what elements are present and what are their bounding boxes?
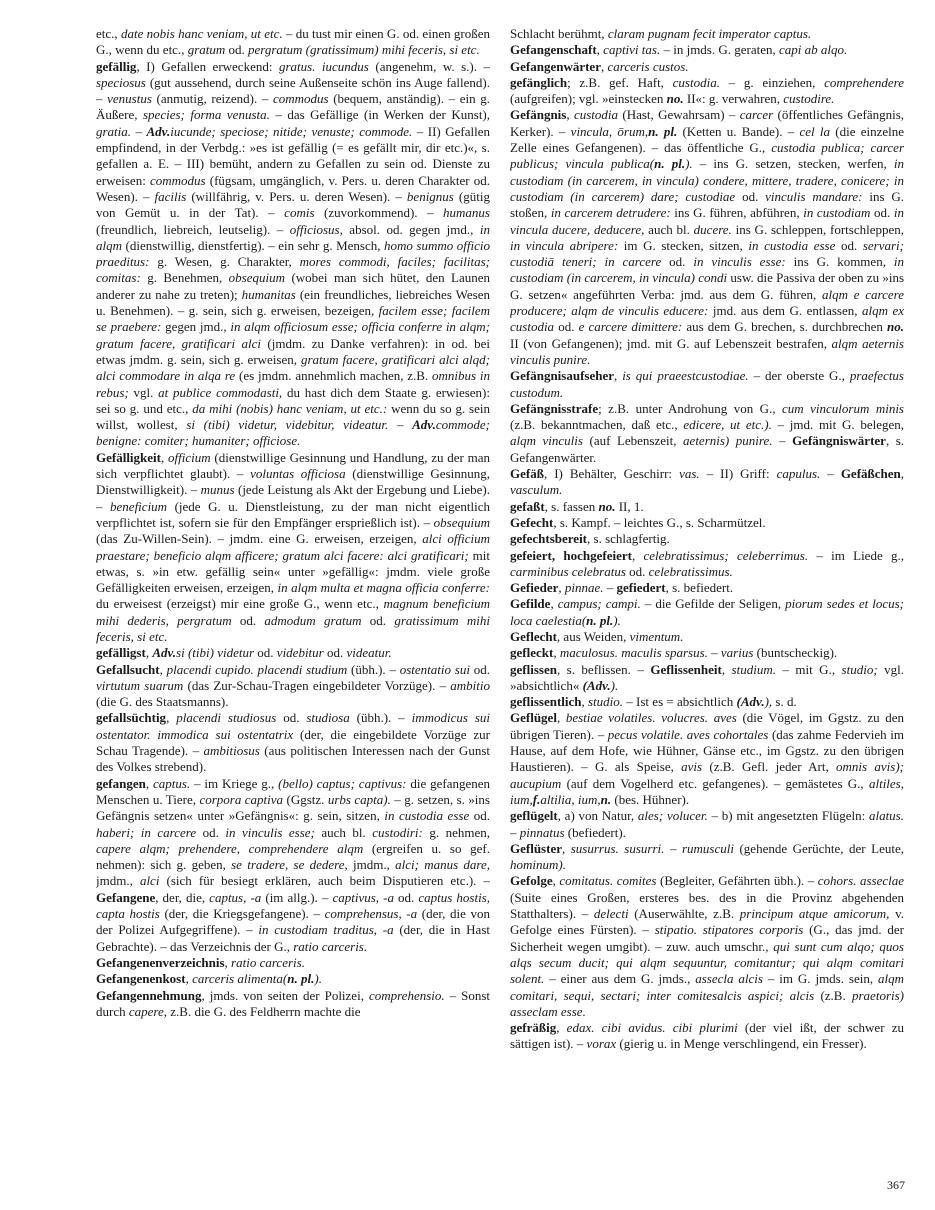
dictionary-entry: Gefängnis, custodia (Hast, Gewahrsam) – carcer (öffentliches Gefängnis, Kerker). – vincula, ōrum,n. pl. (Ketten u. Bande). – cel la (die einzelne Zelle eines Gefangenen). – das öffentliche G., custodia publica; carcer publicus; vincula publica(n. pl.). – ins G. setzen, stecken, werfen, in custodiam (in carcerem, in vincula) condere, mittere, tradere, conicere; in custodiam (in carcerem) dare; custodiae od. vinculis mandare: ins G. stoßen, in carcerem detrudere: ins G. führen, abführen, in custodiam od. in vincula ducere, deducere, auch bl. ducere. ins G. schleppen, fortschleppen, in vincula abripere: im G. stecken, sitzen, in custodia esse od. servari; custodiā teneri; in carcere od. in vinculis esse: ins G. kommen, in custodiam (in carcerem, in vincula) condi usw. die Passiva der oben zu »ins G. setzen« angeführten Verba: jmd. aus dem G. führen, alqm e carcere producere; alqm de vinculis educere: jmd. aus dem G. entlassen, alqm ex custodia od. e carcere dimittere: aus dem G. brechen, s. durchbrechen no. II (von Gefangenen); jmd. mit G. auf Lebenszeit bestrafen, alqm aeternis vinculis punire. (510, 107, 904, 367)
dictionary-entry: geflissen, s. beflissen. – Geflissenheit, studium. – mit G., studio; vgl. »absichtlich« (Adv.). (510, 661, 904, 693)
dictionary-entry: gefällig, I) Gefallen erweckend: gratus. iucundus (angenehm, w. s.). – speciosus (gut aussehend, durch seine Außenseite schön ins Auge fallend). – venustus (anmutig, reizend). – commodus (bequem, anständig). – ein g. Äußere, species; forma venusta. – das Gefällige (in Werken der Kunst), gratia. – Adv.iucunde; speciose; nitide; venuste; commode. – II) Gefallen empfindend, in der Verbdg.: »es ist gefällig (= es gefällt mir, dir etc.)«, s. gefallen a. E. – III) bemüht, andern zu Gefallen zu sein od. Dienste zu erweisen: commodus (fügsam, umgänglich, v. Pers. u. deren Charakter od. Wesen). – facilis (willfährig, v. Pers. u. deren Wesen). – benignus (gütig von Gemüt u. in der Tat). – comis (zuvorkommend). – humanus (freundlich, liebreich, leutselig). – officiosus, absol. od. gegen jmd., in alqm (dienstwillig, dienstfertig). – ein sehr g. Mensch, homo summo officio praeditus: g. Wesen, g. Charakter, mores commodi, faciles; facilitas; comitas: g. Benehmen, obsequium (wobei man sich hütet, den Launen anderer zu nahe zu treten); humanitas (ein freundliches, liebreiches Wesen u. Benehmen). – g. sein, sich g. erweisen, bezeigen, facilem esse; facilem se praebere: gegen jmd., in alqm officiosum esse; officia conferre in alqm; gratum facere, gratificari alci (jmdm. zu Danke verfahren): in od. bei etwas jmdm. g. sein, sich g. erweisen, gratum facere, gratificari alci alqd; alci commodare in alqa re (es jmdm. annehmlich machen, z.B. omnibus in rebus; vgl. at publice commodasti, du hast dich dem Staate g. erwiesen): sei so g. und etc., da mihi (nobis) hanc veniam, ut etc.: wenn du so g. sein willst, wollest, si (tibi) videtur, videbitur, videatur. – Adv.commode; benigne: comiter; humaniter; officiose. (96, 58, 490, 449)
dictionary-entry: Gefangennehmung, jmds. von seiten der Polizei, comprehensio. – Sonst durch capere, z.B. die G. des Feldherrn machte die (96, 987, 490, 1019)
dictionary-entry: Gefecht, s. Kampf. – leichtes G., s. Scharmützel. (510, 514, 766, 530)
right-column (510, 26, 904, 1176)
dictionary-entry: etc., date nobis hanc veniam, ut etc. – du tust mir einen G. od. einen großen G., wenn du etc., gratum od. pergratum (gratissimum) mihi feceris, si etc. (96, 26, 490, 58)
dictionary-entry: gefechtsbereit, s. schlagfertig. (510, 531, 670, 547)
dictionary-entry: gefräßig, edax. cibi avidus. cibi plurimi (der viel ißt, der schwer zu sättigen ist). – vorax (gierig u. in Menge verschlingend, ein Fresser). (510, 1020, 904, 1052)
dictionary-entry: Geflecht, aus Weiden, vimentum. (510, 628, 684, 644)
dictionary-entry: geflügelt, a) von Natur, ales; volucer. – b) mit angesetzten Flügeln: alatus. – pinnatus (befiedert). (510, 808, 904, 840)
left-column (96, 26, 490, 1176)
dictionary-entry: Gefangenenkost, carceris alimenta(n. pl.). (96, 971, 322, 987)
dictionary-entry: Gefilde, campus; campi. – die Gefilde der Seligen, piorum sedes et locus; loca caelestia(n. pl.). (510, 596, 904, 628)
dictionary-entry: gefeiert, hochgefeiert, celebratissimus; celeberrimus. – im Liede g., carminibus celebratus od. celebratissimus. (510, 547, 904, 579)
dictionary-entry: Gefangenenverzeichnis, ratio carceris. (96, 954, 305, 970)
dictionary-page (96, 26, 904, 1176)
dictionary-entry: Gefäß, I) Behälter, Geschirr: vas. – II) Griff: capulus. – Gefäßchen, vasculum. (510, 466, 904, 498)
dictionary-entry: gefaßt, s. fassen no. II, 1. (510, 498, 644, 514)
dictionary-entry: Gefängnisstrafe; z.B. unter Androhung von G., cum vinculorum minis (z.B. bekanntmachen, daß etc., edicere, ut etc.). – jmd. mit G. belegen, alqm vinculis (auf Lebenszeit, aeternis) punire. – Gefängniswärter, s. Gefangenwärter. (510, 400, 904, 465)
dictionary-entry: Gefangenwärter, carceris custos. (510, 58, 689, 74)
dictionary-entry: gefänglich; z.B. gef. Haft, custodia. – g. einziehen, comprehendere (aufgreifen); vgl. »einstecken no. II«: g. verwahren, custodire. (510, 74, 904, 107)
dictionary-entry: Gefolge, comitatus. comites (Begleiter, Gefährten übh.). – cohors. asseclae (Suite eines Großen, ersteres bes. des in die Provinz abgehenden Statthalters). – delecti (Auserwählte, z.B. principum atque amicorum, v. Gefolge eines Fürsten). – stipatio. stipatores corporis (G., das jmd. der Sicherheit wegen umgibt). – zuw. auch umschr., qui sunt cum alqo; quos alqs secum ducit; qui alqm sequuntur, comitantur; qui alqm comitari solent. – einer aus dem G. jmds., assecla alcis – im G. jmds. sein, alqm comitari, sequi, sectari; inter comitesalcis aspici; alcis (z.B. praetoris) asseclam esse. (510, 873, 904, 1019)
dictionary-entry: gefleckt, maculosus. maculis sparsus. – varius (buntscheckig). (510, 645, 838, 661)
dictionary-entry: Gefallsucht, placendi cupido. placendi studium (übh.). – ostentatio sui od. virtutum suarum (das Zur-Schau-Tragen eingebildeter Vorzüge). – ambitio (die G. des Staatsmanns). (96, 661, 490, 710)
dictionary-entry: gefallsüchtig, placendi studiosus od. studiosa (übh.). – immodicus sui ostentator. immodica sui ostentatrix (der, die eingebildete Vorzüge zur Schau Tragende). – ambitiosus (aus politischen Interessen nach der Gunst des Volkes strebend). (96, 710, 490, 775)
page-number: 367 (887, 1178, 905, 1192)
dictionary-entry: geflissentlich, studio. – Ist es = absichtlich (Adv.), s. d. (510, 694, 797, 710)
dictionary-entry: Geflüster, susurrus. susurri. – rumusculi (gehende Gerüchte, der Leute, hominum). (510, 840, 904, 873)
dictionary-entry: Gefangenschaft, captivi tas. – in jmds. G. geraten, capi ab alqo. (510, 42, 848, 58)
dictionary-entry: gefälligst, Adv.si (tibi) videtur od. videbitur od. videatur. (96, 645, 392, 661)
dictionary-entry: Gefälligkeit, officium (dienstwillige Gesinnung und Handlung, zu der man sich verpflichtet glaubt). – voluntas officiosa (dienstwillige Gesinnung, Dienstwilligkeit). – munus (jede Leistung als Akt der Ergebung und Liebe). – beneficium (jede G. u. Dienstleistung, zu der man nicht eigentlich verpflichtet ist, sofern sie für den Empfänger ersprießlich ist). – obsequium (das Zu-Willen-Sein). – jmdm. eine G. erweisen, erzeigen, alci officium praestare; beneficio alqm afficere; gratum alci facere: alci gratificari; mit etwas, s. »in etw. gefällig sein« unter »gefällig«: jmdm. viele große Gefälligkeiten erweisen, erzeigen, in alqm multa et magna officia conferre: du erweisest (erzeigst) mir eine große G., wenn etc., magnum beneficium mihi dederis, pergratum od. admodum gratum od. gratissimum mihi feceris, si etc. (96, 449, 490, 644)
dictionary-entry: Geflügel, bestiae volatiles. volucres. aves (die Vögel, im Ggstz. zu den übrigen Tieren). – pecus volatile. aves cohortales (das zahme Federvieh im Hause, auf dem Hofe, wie Hühner, Gänse etc., im Ggstz. zu den übrigen Haustieren). – G. als Speise, avis (z.B. Gefl. jeder Art, omnis avis); aucupium (auf dem Vogelherd etc. gefangenes). – gemästetes G., altiles, ium,f.altilia, ium,n. (bes. Hühner). (510, 710, 904, 807)
dictionary-entry: gefangen, captus. – im Kriege g., (bello) captus; captivus: die gefangenen Menschen u. Tiere, corpora captiva (Ggstz. urbs capta). – g. setzen, s. »ins Gefängnis setzen« unter »Gefängnis«: g. sein, sitzen, in custodia esse od. haberi; in carcere od. in vinculis esse; auch bl. custodiri: g. nehmen, capere alqm; prehendere, comprehendere alqm (ergreifen u. so gef. nehmen): sich g. geben, se tradere, se dedere, jmdm., alci; manus dare, jmdm., alci (sich für besiegt erklären, auch beim Disputieren etc.). – Gefangene, der, die, captus, -a (im allg.). – captivus, -a od. captus hostis, capta hostis (der, die Kriegsgefangene). – comprehensus, -a (der, die von der Polizei Aufgegriffene). – in custodiam traditus, -a (der, die in Hast Gebrachte). – das Verzeichnis der G., ratio carceris. (96, 775, 490, 954)
dictionary-entry: Gefieder, pinnae. – gefiedert, s. befiedert. (510, 580, 734, 596)
dictionary-entry: Gefängnisaufseher, is qui praeestcustodiae. – der oberste G., praefectus custodum. (510, 368, 904, 400)
dictionary-entry: Schlacht berühmt, claram pugnam fecit imperator captus. (510, 26, 812, 41)
